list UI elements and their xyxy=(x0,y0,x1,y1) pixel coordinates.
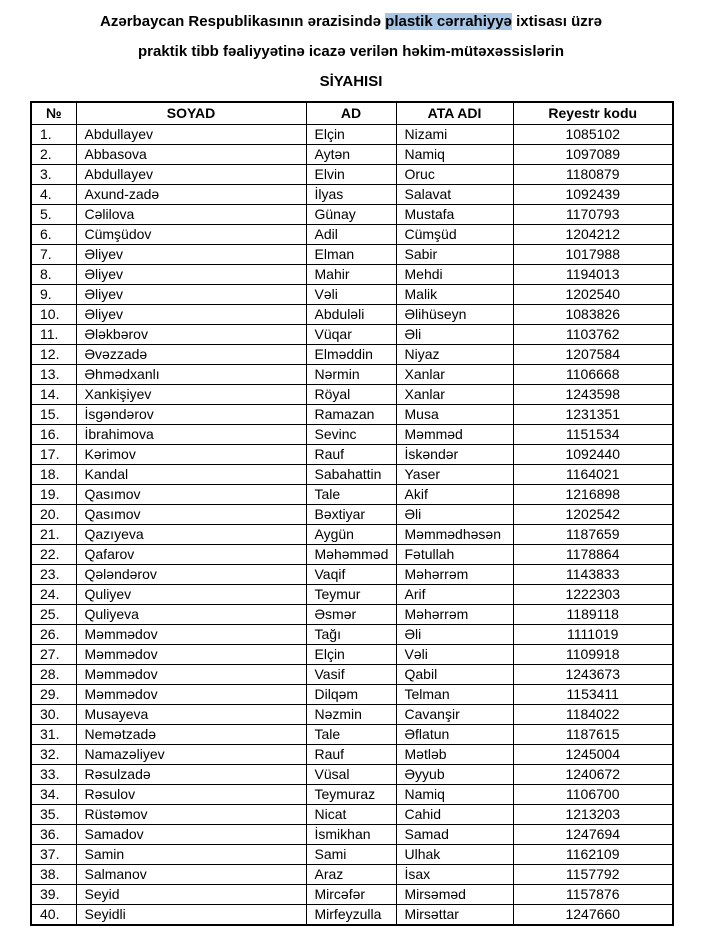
header-row xyxy=(31,102,673,125)
cell-soyad: Məmmədov xyxy=(76,685,306,705)
cell-ata-adi: Ulhak xyxy=(396,845,513,865)
column-header-0: № xyxy=(31,102,76,125)
cell-ad: Rauf xyxy=(306,445,396,465)
title-line-2: praktik tibb fəaliyyətinə icazə verilən həkim-mütəxəssislərin xyxy=(137,43,565,60)
table-row xyxy=(31,445,673,465)
cell-ad: Teymuraz xyxy=(306,785,396,805)
table-row xyxy=(31,865,673,885)
cell-soyad: Nemətzadə xyxy=(76,725,306,745)
cell-ata-adi: Cavanşir xyxy=(396,705,513,725)
cell-ad: Aygün xyxy=(306,525,396,545)
column-header-1: SOYAD xyxy=(76,102,306,125)
cell-num: 29. xyxy=(31,685,76,705)
cell-ad: İsmikhan xyxy=(306,825,396,845)
cell-ad: Tale xyxy=(306,485,396,505)
cell-soyad: Xankişiyev xyxy=(76,385,306,405)
cell-soyad: Rəsulzadə xyxy=(76,765,306,785)
cell-ata-adi: Telman xyxy=(396,685,513,705)
cell-num: 36. xyxy=(31,825,76,845)
cell-reyestr-kodu: 1194013 xyxy=(513,265,673,285)
cell-soyad: Məmmədov xyxy=(76,625,306,645)
cell-reyestr-kodu: 1097089 xyxy=(513,145,673,165)
cell-ad: Nicat xyxy=(306,805,396,825)
table-row xyxy=(31,485,673,505)
cell-soyad: Məmmədov xyxy=(76,645,306,665)
cell-soyad: Abdullayev xyxy=(76,125,306,145)
cell-ad: Elvin xyxy=(306,165,396,185)
cell-soyad: Əliyev xyxy=(76,305,306,325)
cell-ad: Sami xyxy=(306,845,396,865)
cell-soyad: Namazəliyev xyxy=(76,745,306,765)
cell-soyad: Qasımov xyxy=(76,505,306,525)
cell-num: 37. xyxy=(31,845,76,865)
cell-ad: Nəzmin xyxy=(306,705,396,725)
cell-ata-adi: Əli xyxy=(396,325,513,345)
table-row xyxy=(31,625,673,645)
table-row xyxy=(31,245,673,265)
cell-num: 22. xyxy=(31,545,76,565)
cell-soyad: Cəlilova xyxy=(76,205,306,225)
cell-ad: Tale xyxy=(306,725,396,745)
cell-reyestr-kodu: 1216898 xyxy=(513,485,673,505)
table-row xyxy=(31,785,673,805)
cell-ad: Elçin xyxy=(306,125,396,145)
table-row xyxy=(31,565,673,585)
cell-reyestr-kodu: 1157876 xyxy=(513,885,673,905)
cell-num: 2. xyxy=(31,145,76,165)
cell-num: 4. xyxy=(31,185,76,205)
table-row xyxy=(31,385,673,405)
specialists-table xyxy=(30,101,674,926)
table-row xyxy=(31,405,673,425)
cell-ad: Sabahattin xyxy=(306,465,396,485)
cell-soyad: Musayeva xyxy=(76,705,306,725)
table-row xyxy=(31,665,673,685)
cell-ata-adi: Mirsəttar xyxy=(396,905,513,926)
cell-reyestr-kodu: 1170793 xyxy=(513,205,673,225)
cell-ata-adi: Mirsəməd xyxy=(396,885,513,905)
cell-reyestr-kodu: 1092439 xyxy=(513,185,673,205)
table-row xyxy=(31,365,673,385)
table-row xyxy=(31,345,673,365)
cell-ata-adi: Əyyub xyxy=(396,765,513,785)
cell-num: 25. xyxy=(31,605,76,625)
cell-ad: Vüsal xyxy=(306,765,396,785)
cell-ata-adi: Namiq xyxy=(396,145,513,165)
cell-ad: Aytən xyxy=(306,145,396,165)
table-row xyxy=(31,305,673,325)
cell-ata-adi: Əli xyxy=(396,625,513,645)
cell-num: 9. xyxy=(31,285,76,305)
cell-ata-adi: Fətullah xyxy=(396,545,513,565)
cell-soyad: Salmanov xyxy=(76,865,306,885)
cell-reyestr-kodu: 1083826 xyxy=(513,305,673,325)
cell-soyad: Seyid xyxy=(76,885,306,905)
table-row xyxy=(31,545,673,565)
cell-reyestr-kodu: 1189118 xyxy=(513,605,673,625)
cell-soyad: Əhmədxanlı xyxy=(76,365,306,385)
cell-soyad: Seyidli xyxy=(76,905,306,926)
table-row xyxy=(31,745,673,765)
cell-ad: Elməddin xyxy=(306,345,396,365)
cell-ad: Bəxtiyar xyxy=(306,505,396,525)
cell-num: 35. xyxy=(31,805,76,825)
cell-ad: Vüqar xyxy=(306,325,396,345)
cell-num: 19. xyxy=(31,485,76,505)
cell-ata-adi: Mehdi xyxy=(396,265,513,285)
cell-ata-adi: Niyaz xyxy=(396,345,513,365)
cell-num: 17. xyxy=(31,445,76,465)
cell-num: 11. xyxy=(31,325,76,345)
cell-soyad: Qasımov xyxy=(76,485,306,505)
cell-num: 40. xyxy=(31,905,76,926)
column-header-4: Reyestr kodu xyxy=(513,102,673,125)
cell-num: 16. xyxy=(31,425,76,445)
cell-num: 21. xyxy=(31,525,76,545)
table-row xyxy=(31,265,673,285)
cell-soyad: Abbasova xyxy=(76,145,306,165)
cell-ata-adi: Məmmədhəsən xyxy=(396,525,513,545)
cell-num: 31. xyxy=(31,725,76,745)
cell-ad: Elçin xyxy=(306,645,396,665)
cell-ad: Mircəfər xyxy=(306,885,396,905)
cell-num: 26. xyxy=(31,625,76,645)
cell-num: 18. xyxy=(31,465,76,485)
cell-soyad: Əvəzzadə xyxy=(76,345,306,365)
cell-reyestr-kodu: 1202542 xyxy=(513,505,673,525)
cell-ata-adi: Musa xyxy=(396,405,513,425)
cell-ata-adi: Oruc xyxy=(396,165,513,185)
title-line-3: SİYAHISI xyxy=(319,73,383,90)
cell-soyad: Samadov xyxy=(76,825,306,845)
cell-reyestr-kodu: 1240672 xyxy=(513,765,673,785)
cell-soyad: Məmmədov xyxy=(76,665,306,685)
cell-soyad: İbrahimova xyxy=(76,425,306,445)
cell-reyestr-kodu: 1106668 xyxy=(513,365,673,385)
table-row xyxy=(31,885,673,905)
cell-reyestr-kodu: 1231351 xyxy=(513,405,673,425)
cell-num: 32. xyxy=(31,745,76,765)
cell-reyestr-kodu: 1207584 xyxy=(513,345,673,365)
table-row xyxy=(31,325,673,345)
table-row xyxy=(31,465,673,485)
cell-soyad: Rüstəmov xyxy=(76,805,306,825)
cell-ad: Abduləli xyxy=(306,305,396,325)
cell-num: 10. xyxy=(31,305,76,325)
cell-ata-adi: Əli xyxy=(396,505,513,525)
cell-ad: İlyas xyxy=(306,185,396,205)
cell-reyestr-kodu: 1180879 xyxy=(513,165,673,185)
table-row xyxy=(31,525,673,545)
cell-ata-adi: Məmməd xyxy=(396,425,513,445)
cell-reyestr-kodu: 1106700 xyxy=(513,785,673,805)
table-row xyxy=(31,805,673,825)
cell-reyestr-kodu: 1017988 xyxy=(513,245,673,265)
cell-num: 14. xyxy=(31,385,76,405)
table-row xyxy=(31,725,673,745)
cell-reyestr-kodu: 1103762 xyxy=(513,325,673,345)
cell-num: 8. xyxy=(31,265,76,285)
cell-soyad: Qafarov xyxy=(76,545,306,565)
cell-soyad: Əliyev xyxy=(76,285,306,305)
cell-num: 27. xyxy=(31,645,76,665)
cell-ad: Sevinc xyxy=(306,425,396,445)
cell-reyestr-kodu: 1164021 xyxy=(513,465,673,485)
cell-soyad: Əliyev xyxy=(76,265,306,285)
cell-ata-adi: Namiq xyxy=(396,785,513,805)
cell-reyestr-kodu: 1213203 xyxy=(513,805,673,825)
cell-ata-adi: Məhərrəm xyxy=(396,605,513,625)
cell-num: 20. xyxy=(31,505,76,525)
cell-ata-adi: Əlihüseyn xyxy=(396,305,513,325)
table-row xyxy=(31,185,673,205)
cell-num: 34. xyxy=(31,785,76,805)
cell-soyad: Əliyev xyxy=(76,245,306,265)
document-title xyxy=(0,0,702,97)
cell-reyestr-kodu: 1222303 xyxy=(513,585,673,605)
cell-ad: Mirfeyzulla xyxy=(306,905,396,926)
cell-ata-adi: Akif xyxy=(396,485,513,505)
table-row xyxy=(31,605,673,625)
cell-ad: Əsmər xyxy=(306,605,396,625)
cell-ad: Adil xyxy=(306,225,396,245)
cell-soyad: Rəsulov xyxy=(76,785,306,805)
title-highlighted-term: plastik cərrahiyyə xyxy=(385,13,512,30)
cell-ad: Dilqəm xyxy=(306,685,396,705)
table-row xyxy=(31,845,673,865)
cell-ad: Nərmin xyxy=(306,365,396,385)
cell-ata-adi: Mustafa xyxy=(396,205,513,225)
cell-ad: Məhəmməd xyxy=(306,545,396,565)
cell-soyad: Abdullayev xyxy=(76,165,306,185)
cell-reyestr-kodu: 1184022 xyxy=(513,705,673,725)
cell-ata-adi: İsax xyxy=(396,865,513,885)
cell-ata-adi: Malik xyxy=(396,285,513,305)
cell-ata-adi: Əflatun xyxy=(396,725,513,745)
cell-reyestr-kodu: 1245004 xyxy=(513,745,673,765)
cell-reyestr-kodu: 1247660 xyxy=(513,905,673,926)
table-row xyxy=(31,765,673,785)
column-header-2: AD xyxy=(306,102,396,125)
table-row xyxy=(31,225,673,245)
cell-ata-adi: Cahid xyxy=(396,805,513,825)
column-header-3: ATA ADI xyxy=(396,102,513,125)
cell-num: 13. xyxy=(31,365,76,385)
table-row xyxy=(31,125,673,145)
cell-ad: Vaqif xyxy=(306,565,396,585)
cell-num: 38. xyxy=(31,865,76,885)
cell-ad: Röyal xyxy=(306,385,396,405)
cell-num: 33. xyxy=(31,765,76,785)
table-body xyxy=(31,125,673,926)
cell-reyestr-kodu: 1243673 xyxy=(513,665,673,685)
table-row xyxy=(31,425,673,445)
cell-reyestr-kodu: 1153411 xyxy=(513,685,673,705)
cell-num: 39. xyxy=(31,885,76,905)
cell-ata-adi: Mətləb xyxy=(396,745,513,765)
cell-ata-adi: Xanlar xyxy=(396,385,513,405)
cell-soyad: Ələkbərov xyxy=(76,325,306,345)
cell-ata-adi: Cümşüd xyxy=(396,225,513,245)
cell-reyestr-kodu: 1187615 xyxy=(513,725,673,745)
title-line-1-before: Azərbaycan Respublikasının ərazisində xyxy=(100,13,386,30)
cell-ad: Mahir xyxy=(306,265,396,285)
cell-reyestr-kodu: 1085102 xyxy=(513,125,673,145)
cell-ad: Teymur xyxy=(306,585,396,605)
cell-soyad: Kərimov xyxy=(76,445,306,465)
cell-reyestr-kodu: 1247694 xyxy=(513,825,673,845)
cell-num: 6. xyxy=(31,225,76,245)
cell-soyad: Qələndərov xyxy=(76,565,306,585)
cell-reyestr-kodu: 1202540 xyxy=(513,285,673,305)
table-row xyxy=(31,505,673,525)
cell-reyestr-kodu: 1178864 xyxy=(513,545,673,565)
cell-num: 30. xyxy=(31,705,76,725)
cell-ata-adi: Nizami xyxy=(396,125,513,145)
cell-reyestr-kodu: 1243598 xyxy=(513,385,673,405)
cell-soyad: Samin xyxy=(76,845,306,865)
cell-soyad: İsgəndərov xyxy=(76,405,306,425)
cell-reyestr-kodu: 1092440 xyxy=(513,445,673,465)
cell-num: 24. xyxy=(31,585,76,605)
cell-num: 15. xyxy=(31,405,76,425)
cell-reyestr-kodu: 1187659 xyxy=(513,525,673,545)
table-row xyxy=(31,685,673,705)
cell-ata-adi: Vəli xyxy=(396,645,513,665)
cell-num: 5. xyxy=(31,205,76,225)
cell-reyestr-kodu: 1151534 xyxy=(513,425,673,445)
cell-reyestr-kodu: 1157792 xyxy=(513,865,673,885)
table-row xyxy=(31,205,673,225)
cell-ad: Vəli xyxy=(306,285,396,305)
cell-ad: Araz xyxy=(306,865,396,885)
cell-ata-adi: Sabir xyxy=(396,245,513,265)
cell-ata-adi: Məhərrəm xyxy=(396,565,513,585)
cell-ad: Ramazan xyxy=(306,405,396,425)
cell-reyestr-kodu: 1111019 xyxy=(513,625,673,645)
cell-soyad: Cümşüdov xyxy=(76,225,306,245)
table-row xyxy=(31,145,673,165)
cell-ad: Rauf xyxy=(306,745,396,765)
table-row xyxy=(31,905,673,926)
title-line-1-after: ixtisası üzrə xyxy=(511,13,602,30)
table-row xyxy=(31,645,673,665)
cell-ata-adi: Yaser xyxy=(396,465,513,485)
cell-ad: Elman xyxy=(306,245,396,265)
cell-ad: Günay xyxy=(306,205,396,225)
cell-ata-adi: Qabil xyxy=(396,665,513,685)
cell-soyad: Axund-zadə xyxy=(76,185,306,205)
cell-ata-adi: Xanlar xyxy=(396,365,513,385)
cell-soyad: Qazıyeva xyxy=(76,525,306,545)
table-row xyxy=(31,165,673,185)
cell-num: 7. xyxy=(31,245,76,265)
table-row xyxy=(31,285,673,305)
title-line-1 xyxy=(0,7,702,37)
cell-soyad: Quliyeva xyxy=(76,605,306,625)
cell-reyestr-kodu: 1109918 xyxy=(513,645,673,665)
cell-soyad: Quliyev xyxy=(76,585,306,605)
cell-ata-adi: İskəndər xyxy=(396,445,513,465)
cell-ad: Vasif xyxy=(306,665,396,685)
table-row xyxy=(31,825,673,845)
table-row xyxy=(31,585,673,605)
cell-num: 1. xyxy=(31,125,76,145)
cell-reyestr-kodu: 1204212 xyxy=(513,225,673,245)
cell-num: 12. xyxy=(31,345,76,365)
cell-num: 23. xyxy=(31,565,76,585)
cell-num: 28. xyxy=(31,665,76,685)
cell-reyestr-kodu: 1143833 xyxy=(513,565,673,585)
cell-reyestr-kodu: 1162109 xyxy=(513,845,673,865)
cell-soyad: Kandal xyxy=(76,465,306,485)
cell-num: 3. xyxy=(31,165,76,185)
cell-ata-adi: Salavat xyxy=(396,185,513,205)
cell-ad: Tağı xyxy=(306,625,396,645)
cell-ata-adi: Arif xyxy=(396,585,513,605)
table-row xyxy=(31,705,673,725)
cell-ata-adi: Samad xyxy=(396,825,513,845)
